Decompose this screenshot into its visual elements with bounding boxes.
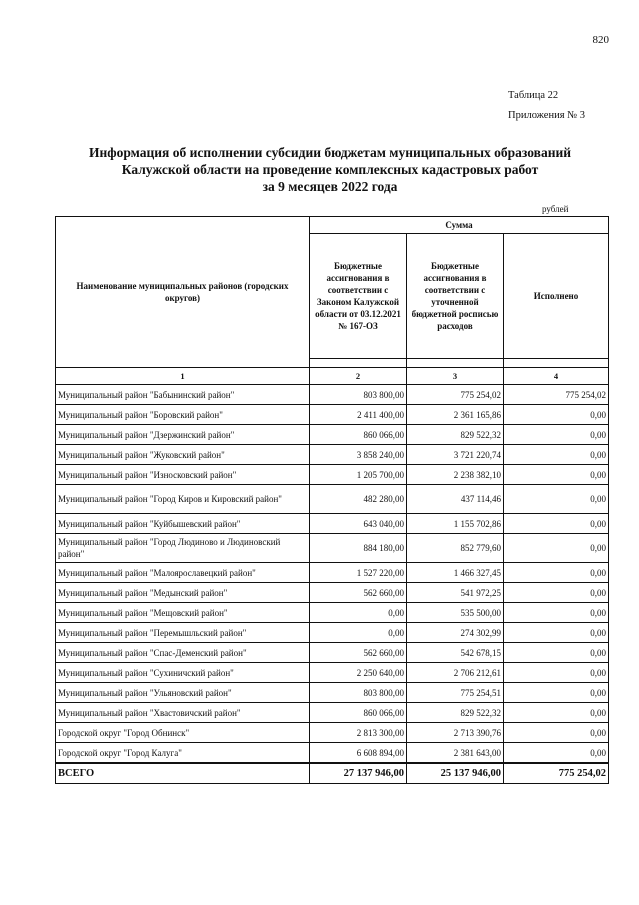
executed-cell: 0,00 bbox=[504, 663, 609, 683]
executed-cell: 0,00 bbox=[504, 445, 609, 465]
district-name-cell: Муниципальный район "Город Киров и Кировский район" bbox=[56, 485, 310, 514]
law-allocations-cell: 2 411 400,00 bbox=[310, 405, 407, 425]
column-number: 4 bbox=[504, 368, 609, 385]
law-allocations-cell: 482 280,00 bbox=[310, 485, 407, 514]
table-reference: Таблица 22 bbox=[508, 90, 559, 101]
table-row bbox=[56, 743, 609, 764]
table-row bbox=[56, 425, 609, 445]
table-row bbox=[56, 563, 609, 583]
district-name-cell: Муниципальный район "Ульяновский район" bbox=[56, 683, 310, 703]
law-allocations-cell: 562 660,00 bbox=[310, 643, 407, 663]
header-district-name: Наименование муниципальных районов (городских округов) bbox=[56, 217, 310, 368]
page-number: 820 bbox=[592, 34, 609, 46]
table-row bbox=[56, 623, 609, 643]
table-row bbox=[56, 405, 609, 425]
refined-allocations-cell: 829 522,32 bbox=[407, 425, 504, 445]
law-allocations-cell: 0,00 bbox=[310, 603, 407, 623]
law-allocations-cell: 0,00 bbox=[310, 623, 407, 643]
table-row bbox=[56, 703, 609, 723]
title-line: за 9 месяцев 2022 года bbox=[262, 179, 398, 194]
table-body bbox=[56, 385, 609, 764]
refined-allocations-cell: 437 114,46 bbox=[407, 485, 504, 514]
executed-cell: 0,00 bbox=[504, 563, 609, 583]
refined-allocations-cell: 1 155 702,86 bbox=[407, 514, 504, 534]
subsidy-execution-table bbox=[55, 216, 609, 784]
header-sum: Сумма bbox=[310, 217, 609, 234]
header-refined-allocations: Бюджетные ассигнования в соответствии с уточненной бюджетной росписью расходов bbox=[407, 234, 504, 359]
document-title bbox=[50, 144, 610, 195]
district-name-cell: Городской округ "Город Обнинск" bbox=[56, 723, 310, 743]
law-allocations-cell: 803 800,00 bbox=[310, 683, 407, 703]
law-allocations-cell: 860 066,00 bbox=[310, 703, 407, 723]
district-name-cell: Муниципальный район "Жуковский район" bbox=[56, 445, 310, 465]
table-row bbox=[56, 583, 609, 603]
district-name-cell: Муниципальный район "Дзержинский район" bbox=[56, 425, 310, 445]
district-name-cell: Муниципальный район "Хвастовичский район" bbox=[56, 703, 310, 723]
executed-cell: 0,00 bbox=[504, 405, 609, 425]
total-law-allocations: 27 137 946,00 bbox=[310, 763, 407, 784]
refined-allocations-cell: 274 302,99 bbox=[407, 623, 504, 643]
table-row bbox=[56, 514, 609, 534]
refined-allocations-cell: 3 721 220,74 bbox=[407, 445, 504, 465]
district-name-cell: Муниципальный район "Бабынинский район" bbox=[56, 385, 310, 405]
executed-cell: 0,00 bbox=[504, 623, 609, 643]
district-name-cell: Муниципальный район "Спас-Деменский район" bbox=[56, 643, 310, 663]
refined-allocations-cell: 1 466 327,45 bbox=[407, 563, 504, 583]
law-allocations-cell: 643 040,00 bbox=[310, 514, 407, 534]
column-number: 2 bbox=[310, 368, 407, 385]
executed-cell: 0,00 bbox=[504, 583, 609, 603]
district-name-cell: Муниципальный район "Малоярославецкий район" bbox=[56, 563, 310, 583]
executed-cell: 775 254,02 bbox=[504, 385, 609, 405]
district-name-cell: Муниципальный район "Медынский район" bbox=[56, 583, 310, 603]
executed-cell: 0,00 bbox=[504, 683, 609, 703]
district-name-cell: Муниципальный район "Боровский район" bbox=[56, 405, 310, 425]
column-number: 3 bbox=[407, 368, 504, 385]
law-allocations-cell: 860 066,00 bbox=[310, 425, 407, 445]
law-allocations-cell: 2 250 640,00 bbox=[310, 663, 407, 683]
refined-allocations-cell: 535 500,00 bbox=[407, 603, 504, 623]
refined-allocations-cell: 2 713 390,76 bbox=[407, 723, 504, 743]
district-name-cell: Муниципальный район "Куйбышевский район" bbox=[56, 514, 310, 534]
refined-allocations-cell: 2 238 382,10 bbox=[407, 465, 504, 485]
law-allocations-cell: 803 800,00 bbox=[310, 385, 407, 405]
district-name-cell: Муниципальный район "Город Людиново и Людиновский район" bbox=[56, 534, 310, 563]
refined-allocations-cell: 829 522,32 bbox=[407, 703, 504, 723]
district-name-cell: Муниципальный район "Мещовский район" bbox=[56, 603, 310, 623]
refined-allocations-cell: 775 254,02 bbox=[407, 385, 504, 405]
refined-allocations-cell: 775 254,51 bbox=[407, 683, 504, 703]
table-row bbox=[56, 385, 609, 405]
table-row bbox=[56, 603, 609, 623]
law-allocations-cell: 2 813 300,00 bbox=[310, 723, 407, 743]
law-allocations-cell: 562 660,00 bbox=[310, 583, 407, 603]
law-allocations-cell: 884 180,00 bbox=[310, 534, 407, 563]
table-row bbox=[56, 485, 609, 514]
law-allocations-cell: 1 205 700,00 bbox=[310, 465, 407, 485]
executed-cell: 0,00 bbox=[504, 425, 609, 445]
table-row bbox=[56, 465, 609, 485]
total-label: ВСЕГО bbox=[56, 763, 310, 784]
title-line: Информация об исполнении субсидии бюджетам муниципальных образований bbox=[88, 145, 572, 160]
executed-cell: 0,00 bbox=[504, 603, 609, 623]
district-name-cell: Муниципальный район "Сухиничский район" bbox=[56, 663, 310, 683]
refined-allocations-cell: 852 779,60 bbox=[407, 534, 504, 563]
law-allocations-cell: 3 858 240,00 bbox=[310, 445, 407, 465]
total-row bbox=[56, 763, 609, 784]
executed-cell: 0,00 bbox=[504, 465, 609, 485]
units-label: рублей bbox=[542, 204, 569, 214]
refined-allocations-cell: 2 381 643,00 bbox=[407, 743, 504, 764]
table-row bbox=[56, 445, 609, 465]
table-row bbox=[56, 534, 609, 563]
title-line: Калужской области на проведение комплексных кадастровых работ bbox=[121, 162, 539, 177]
executed-cell: 0,00 bbox=[504, 723, 609, 743]
executed-cell: 0,00 bbox=[504, 703, 609, 723]
column-number: 1 bbox=[56, 368, 310, 385]
law-allocations-cell: 1 527 220,00 bbox=[310, 563, 407, 583]
refined-allocations-cell: 2 706 212,61 bbox=[407, 663, 504, 683]
district-name-cell: Муниципальный район "Износковский район" bbox=[56, 465, 310, 485]
refined-allocations-cell: 542 678,15 bbox=[407, 643, 504, 663]
refined-allocations-cell: 2 361 165,86 bbox=[407, 405, 504, 425]
executed-cell: 0,00 bbox=[504, 485, 609, 514]
total-refined-allocations: 25 137 946,00 bbox=[407, 763, 504, 784]
executed-cell: 0,00 bbox=[504, 514, 609, 534]
table-row bbox=[56, 683, 609, 703]
district-name-cell: Муниципальный район "Перемышльский район" bbox=[56, 623, 310, 643]
total-executed: 775 254,02 bbox=[504, 763, 609, 784]
appendix-reference: Приложения № 3 bbox=[508, 110, 586, 121]
header-law-allocations: Бюджетные ассигнования в соответствии с Законом Калужской области от 03.12.2021 № 167-ОЗ bbox=[310, 234, 407, 359]
executed-cell: 0,00 bbox=[504, 643, 609, 663]
table-row bbox=[56, 663, 609, 683]
district-name-cell: Городской округ "Город Калуга" bbox=[56, 743, 310, 764]
table-row bbox=[56, 643, 609, 663]
executed-cell: 0,00 bbox=[504, 743, 609, 764]
law-allocations-cell: 6 608 894,00 bbox=[310, 743, 407, 764]
table-row bbox=[56, 723, 609, 743]
refined-allocations-cell: 541 972,25 bbox=[407, 583, 504, 603]
header-executed: Исполнено bbox=[504, 234, 609, 359]
executed-cell: 0,00 bbox=[504, 534, 609, 563]
